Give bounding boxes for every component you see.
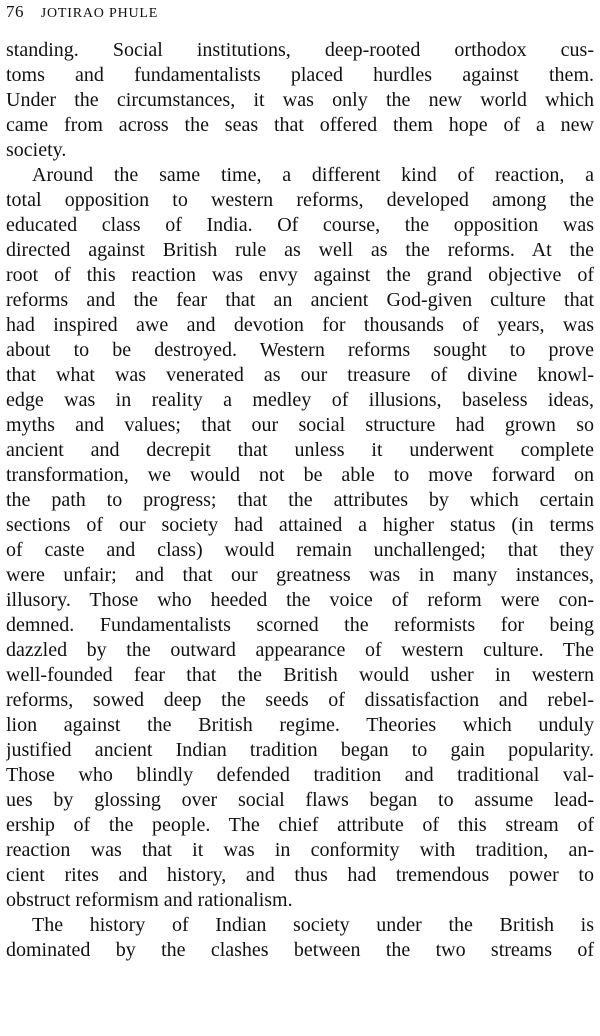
text-line: The history of Indian society under the British is [32, 914, 594, 936]
text-line: Under the circumstances, it was only the new world which [6, 89, 594, 111]
text-line: reaction was that it was in conformity with tradition, an- [6, 839, 594, 861]
text-line: lion against the British regime. Theories which unduly [6, 714, 594, 736]
paragraph [6, 913, 594, 963]
body-text [6, 38, 594, 963]
text-line: obstruct reformism and rationalism. [6, 889, 293, 911]
paragraph [6, 38, 594, 163]
text-line: ership of the people. The chief attribute of this stream of [6, 814, 594, 836]
text-line: standing. Social institutions, deep-rooted orthodox cus- [6, 39, 594, 61]
text-line: root of this reaction was envy against the grand objective of [6, 264, 594, 286]
text-line: were unfair; and that our greatness was in many instances, [6, 564, 594, 586]
text-line: reforms, sowed deep the seeds of dissatisfaction and rebel- [6, 689, 594, 711]
text-line: sections of our society had attained a higher status (in terms [6, 514, 594, 536]
text-line: ancient and decrepit that unless it underwent complete [6, 439, 594, 461]
paragraph [6, 163, 594, 913]
text-line: had inspired awe and devotion for thousands of years, was [6, 314, 594, 336]
text-line: toms and fundamentalists placed hurdles against them. [6, 64, 594, 86]
text-line: came from across the seas that offered them hope of a new [6, 114, 594, 136]
running-head [6, 2, 158, 24]
text-line: demned. Fundamentalists scorned the reformists for being [6, 614, 594, 636]
text-line: well-founded fear that the British would usher in western [6, 664, 594, 686]
text-line: transformation, we would not be able to move forward on [6, 464, 594, 486]
text-line: of caste and class) would remain unchallenged; that they [6, 539, 594, 561]
text-line: directed against British rule as well as the reforms. At the [6, 239, 594, 261]
text-line: society. [6, 139, 67, 161]
text-line: Those who blindly defended tradition and traditional val- [6, 764, 594, 786]
text-line: Around the same time, a different kind of reaction, a [32, 164, 594, 186]
text-line: educated class of India. Of course, the opposition was [6, 214, 594, 236]
text-line: about to be destroyed. Western reforms sought to prove [6, 339, 594, 361]
running-title: JOTIRAO PHULE [40, 6, 159, 21]
text-line: dominated by the clashes between the two streams of [6, 939, 594, 961]
page-number: 76 [6, 2, 24, 21]
text-line: total opposition to western reforms, developed among the [6, 189, 594, 211]
text-line: illusory. Those who heeded the voice of reform were con- [6, 589, 594, 611]
text-line: reforms and the fear that an ancient God-given culture that [6, 289, 594, 311]
text-line: ues by glossing over social flaws began to assume lead- [6, 789, 594, 811]
text-line: edge was in reality a medley of illusions, baseless ideas, [6, 389, 594, 411]
text-line: that what was venerated as our treasure of divine knowl- [6, 364, 594, 386]
text-line: myths and values; that our social structure had grown so [6, 414, 594, 436]
text-line: dazzled by the outward appearance of western culture. The [6, 639, 594, 661]
text-line: the path to progress; that the attributes by which certain [6, 489, 594, 511]
text-line: cient rites and history, and thus had tremendous power to [6, 864, 594, 886]
text-line: justified ancient Indian tradition began to gain popularity. [6, 739, 594, 761]
